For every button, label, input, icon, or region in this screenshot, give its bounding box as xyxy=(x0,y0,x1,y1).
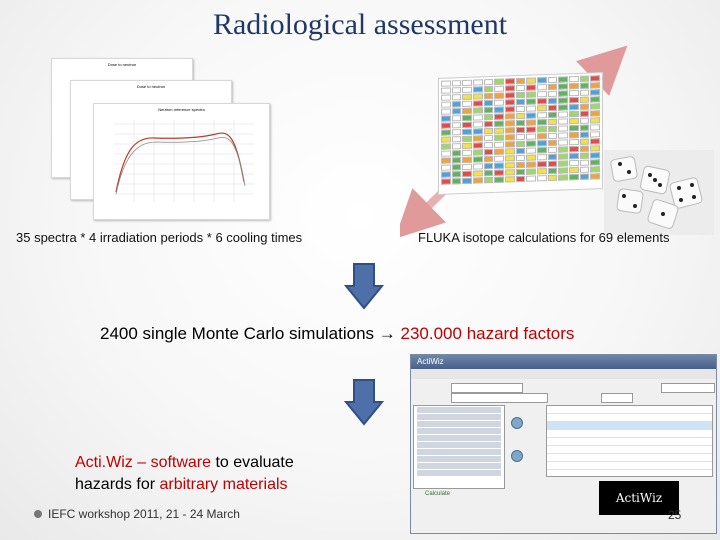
isotope-cell xyxy=(516,148,526,154)
spectrum-curve xyxy=(116,137,245,194)
isotope-cell xyxy=(473,107,483,113)
isotope-cell xyxy=(558,160,568,166)
isotope-cell xyxy=(548,98,558,104)
isotope-cell xyxy=(526,175,536,181)
isotope-cell xyxy=(590,166,600,172)
isotope-cell xyxy=(484,177,494,183)
isotope-cell xyxy=(462,80,472,86)
window-titlebar: ActiWiz xyxy=(411,355,716,369)
isotope-cell xyxy=(537,112,547,118)
isotope-cell xyxy=(473,149,483,155)
isotope-cell xyxy=(484,170,494,176)
isotope-cell xyxy=(473,93,483,99)
material-list xyxy=(546,405,713,477)
isotope-cell xyxy=(462,136,472,142)
chart-sheet-title: Dose to neutron xyxy=(136,84,166,89)
isotope-cell xyxy=(441,150,451,156)
isotope-cell xyxy=(473,79,483,85)
isotope-cell xyxy=(537,147,547,153)
caption-spectra: 35 spectra * 4 irradiation periods * 6 cooling times xyxy=(16,230,303,245)
db-icon xyxy=(511,450,523,462)
monte-carlo-statement xyxy=(100,324,574,344)
isotope-cell xyxy=(452,129,462,135)
isotope-cell xyxy=(505,92,515,98)
window-menu xyxy=(411,369,716,379)
db-icon xyxy=(511,417,523,429)
isotope-cell xyxy=(494,135,504,141)
isotope-cell xyxy=(558,97,568,103)
actiwiz-name: Acti.Wiz – software xyxy=(75,454,212,471)
isotope-cell xyxy=(516,106,526,112)
isotope-cell xyxy=(473,114,483,120)
isotope-cell xyxy=(473,86,483,92)
spectra-chart-stack xyxy=(48,58,278,223)
isotope-cell xyxy=(494,149,504,155)
isotope-cell xyxy=(473,163,483,169)
isotope-cell xyxy=(526,161,536,167)
isotope-cell xyxy=(558,83,568,89)
isotope-cell xyxy=(580,160,590,166)
isotope-cell xyxy=(590,159,600,165)
isotope-cell xyxy=(484,149,494,155)
isotope-cell xyxy=(441,157,451,163)
isotope-cell xyxy=(569,125,579,131)
actiwiz-window xyxy=(410,354,717,534)
isotope-cell xyxy=(580,174,590,180)
element-tree xyxy=(413,405,505,489)
isotope-cell xyxy=(590,82,600,88)
isotope-cell xyxy=(452,115,462,121)
isotope-cell xyxy=(526,119,536,125)
isotope-cell xyxy=(548,84,558,90)
isotope-cell xyxy=(473,135,483,141)
isotope-cell xyxy=(462,129,472,135)
isotope-cell xyxy=(452,94,462,100)
isotope-cell xyxy=(494,170,504,176)
isotope-cell xyxy=(526,105,536,111)
isotope-cell xyxy=(526,133,536,139)
isotope-cell xyxy=(462,94,472,100)
isotope-cell xyxy=(590,152,600,158)
isotope-cell xyxy=(462,108,472,114)
isotope-cell xyxy=(462,164,472,170)
isotope-cell xyxy=(505,169,515,175)
bullet-icon xyxy=(34,510,42,518)
isotope-cell xyxy=(548,161,558,167)
slide-title: Radiological assessment xyxy=(212,8,508,41)
isotope-cell xyxy=(558,167,568,173)
isotope-cell xyxy=(452,143,462,149)
isotope-cell xyxy=(558,90,568,96)
isotope-cell xyxy=(516,169,526,175)
isotope-cell xyxy=(441,178,451,184)
isotope-cell xyxy=(505,78,515,84)
isotope-cell xyxy=(526,154,536,160)
isotope-cell xyxy=(505,127,515,133)
right-arrow-icon: → xyxy=(378,324,396,343)
isotope-cell xyxy=(526,126,536,132)
isotope-cell xyxy=(516,176,526,182)
isotope-cell xyxy=(462,87,472,93)
isotope-cell xyxy=(516,99,526,105)
isotope-cell xyxy=(569,97,579,103)
isotope-cell xyxy=(505,99,515,105)
isotope-cell xyxy=(548,126,558,132)
irradiation-field xyxy=(451,393,548,403)
isotope-cell xyxy=(441,87,451,93)
isotope-cell xyxy=(516,120,526,126)
isotope-cell xyxy=(537,168,547,174)
isotope-cell xyxy=(462,178,472,184)
isotope-cell xyxy=(526,84,536,90)
isotope-cell xyxy=(580,132,590,138)
isotope-cell xyxy=(580,83,590,89)
isotope-cell xyxy=(537,91,547,97)
isotope-cell xyxy=(537,133,547,139)
chart-sheet-title: Neutron reference spectra xyxy=(158,107,205,112)
isotope-cell xyxy=(441,108,451,114)
isotope-cell xyxy=(569,167,579,173)
isotope-cell xyxy=(569,160,579,166)
isotope-cell xyxy=(494,163,504,169)
down-arrow-icon xyxy=(344,378,384,428)
actiwiz-materials: arbitrary materials xyxy=(159,476,288,493)
isotope-cell xyxy=(526,147,536,153)
isotope-cell xyxy=(537,175,547,181)
isotope-cell xyxy=(548,168,558,174)
caption-fluka: FLUKA isotope calculations for 69 elements xyxy=(418,230,670,245)
isotope-cell xyxy=(505,120,515,126)
isotope-cell xyxy=(441,94,451,100)
isotope-cell xyxy=(580,118,590,124)
isotope-cell xyxy=(569,76,579,82)
isotope-cell xyxy=(548,133,558,139)
isotope-cell xyxy=(526,140,536,146)
isotope-cell xyxy=(484,114,494,120)
isotope-cell xyxy=(548,119,558,125)
isotope-cell xyxy=(569,153,579,159)
isotope-cell xyxy=(473,142,483,148)
isotope-cell xyxy=(452,171,462,177)
isotope-cell xyxy=(558,146,568,152)
footer-text: IEFC workshop 2011, 21 - 24 March xyxy=(48,507,240,521)
isotope-cell xyxy=(484,100,494,106)
isotope-cell xyxy=(537,84,547,90)
isotope-cell xyxy=(505,141,515,147)
isotope-cell xyxy=(569,118,579,124)
isotope-cell xyxy=(580,167,590,173)
isotope-cell xyxy=(569,90,579,96)
isotope-cell xyxy=(526,112,536,118)
isotope-cell xyxy=(569,146,579,152)
isotope-cell xyxy=(473,100,483,106)
isotope-cell xyxy=(494,177,504,183)
isotope-cell xyxy=(484,86,494,92)
isotope-cell xyxy=(462,101,472,107)
isotope-cell xyxy=(548,77,558,83)
isotope-cell xyxy=(590,124,600,130)
isotope-cell xyxy=(580,97,590,103)
isotope-cell xyxy=(484,128,494,134)
isotope-cell xyxy=(462,122,472,128)
isotope-cell xyxy=(441,80,451,86)
isotope-cell xyxy=(580,146,590,152)
isotope-cell xyxy=(537,98,547,104)
isotope-cell xyxy=(580,90,590,96)
isotope-cell xyxy=(473,121,483,127)
isotope-cell xyxy=(516,113,526,119)
isotope-cell xyxy=(590,96,600,102)
calculate-button: Calculate xyxy=(425,491,451,497)
actiwiz-logo: ActiWiz xyxy=(599,481,679,515)
chart-sheet-front xyxy=(93,103,270,220)
isotope-cell xyxy=(494,142,504,148)
file-field xyxy=(661,383,715,393)
isotope-cell xyxy=(441,101,451,107)
isotope-cell xyxy=(548,147,558,153)
actiwiz-description xyxy=(75,452,345,496)
isotope-cell xyxy=(569,104,579,110)
isotope-cell xyxy=(590,110,600,116)
isotope-cell xyxy=(590,145,600,151)
isotope-cell xyxy=(494,114,504,120)
isotope-cell xyxy=(537,154,547,160)
isotope-cell xyxy=(526,91,536,97)
isotope-cell xyxy=(452,164,462,170)
isotope-cell xyxy=(590,75,600,81)
isotope-cell xyxy=(558,76,568,82)
isotope-cell xyxy=(516,155,526,161)
isotope-cell xyxy=(441,136,451,142)
isotope-cell xyxy=(558,125,568,131)
isotope-cell xyxy=(494,100,504,106)
isotope-cell xyxy=(548,105,558,111)
isotope-cell xyxy=(441,129,451,135)
isotope-cell xyxy=(484,135,494,141)
isotope-cell xyxy=(462,115,472,121)
location-field xyxy=(451,383,523,393)
isotope-cell xyxy=(516,141,526,147)
isotope-cell xyxy=(580,104,590,110)
isotope-cell xyxy=(505,113,515,119)
isotope-cell xyxy=(548,154,558,160)
isotope-cell xyxy=(526,168,536,174)
isotope-cell xyxy=(452,108,462,114)
isotope-cell xyxy=(505,106,515,112)
isotope-cell xyxy=(558,139,568,145)
isotope-cell xyxy=(516,92,526,98)
isotope-cell xyxy=(558,132,568,138)
isotope-cell xyxy=(526,77,536,83)
isotope-cell xyxy=(505,155,515,161)
isotope-cell xyxy=(494,79,504,85)
isotope-table xyxy=(438,72,603,195)
isotope-cell xyxy=(580,139,590,145)
isotope-cell xyxy=(548,91,558,97)
isotope-cell xyxy=(590,173,600,179)
actiwiz-middle: to evaluate hazards for xyxy=(75,454,294,493)
isotope-cell xyxy=(505,134,515,140)
chart-sheet-title: Dose to neutron xyxy=(107,62,137,67)
isotope-cell xyxy=(484,142,494,148)
dice-icon xyxy=(604,150,714,235)
isotope-cell xyxy=(452,157,462,163)
isotope-cell xyxy=(494,86,504,92)
isotope-cell xyxy=(569,111,579,117)
isotope-cell xyxy=(484,156,494,162)
isotope-cell xyxy=(452,122,462,128)
isotope-cell xyxy=(537,77,547,83)
isotope-cell xyxy=(484,93,494,99)
isotope-cell xyxy=(548,175,558,181)
isotope-cell xyxy=(441,143,451,149)
isotope-cell xyxy=(462,150,472,156)
isotope-cell xyxy=(473,170,483,176)
isotope-cell xyxy=(494,93,504,99)
isotope-cell xyxy=(452,150,462,156)
isotope-cell xyxy=(484,121,494,127)
down-arrow-icon xyxy=(344,262,384,312)
isotope-cell xyxy=(462,171,472,177)
isotope-cell xyxy=(494,121,504,127)
isotope-cell xyxy=(462,143,472,149)
isotope-cell xyxy=(526,98,536,104)
isotope-cell xyxy=(494,128,504,134)
isotope-cell xyxy=(569,139,579,145)
isotope-cell xyxy=(484,107,494,113)
cooling-field xyxy=(601,393,633,403)
isotope-cell xyxy=(537,161,547,167)
isotope-cell xyxy=(484,163,494,169)
isotope-cell xyxy=(590,117,600,123)
isotope-cell xyxy=(558,153,568,159)
isotope-cell xyxy=(590,89,600,95)
isotope-cell xyxy=(462,157,472,163)
isotope-cell xyxy=(580,153,590,159)
isotope-cell xyxy=(537,119,547,125)
isotope-cell xyxy=(558,174,568,180)
isotope-cell xyxy=(548,140,558,146)
isotope-cell xyxy=(569,174,579,180)
isotope-cell xyxy=(537,126,547,132)
isotope-cell xyxy=(505,176,515,182)
isotope-cell xyxy=(441,164,451,170)
isotope-cell xyxy=(473,128,483,134)
isotope-cell xyxy=(505,85,515,91)
footer xyxy=(34,507,240,521)
isotope-cell xyxy=(441,171,451,177)
isotope-cell xyxy=(558,111,568,117)
isotope-cell xyxy=(452,136,462,142)
isotope-cell xyxy=(473,156,483,162)
isotope-cell xyxy=(569,132,579,138)
isotope-cell xyxy=(569,83,579,89)
isotope-cell xyxy=(558,104,568,110)
isotope-cell xyxy=(537,140,547,146)
isotope-cell xyxy=(580,125,590,131)
isotope-cell xyxy=(516,78,526,84)
isotope-cell xyxy=(590,138,600,144)
isotope-cell xyxy=(516,127,526,133)
isotope-cell xyxy=(452,80,462,86)
mc-prefix: 2400 single Monte Carlo simulations xyxy=(100,324,375,343)
isotope-cell xyxy=(473,177,483,183)
isotope-cell xyxy=(441,122,451,128)
isotope-cell xyxy=(452,178,462,184)
isotope-cell xyxy=(590,131,600,137)
isotope-cell xyxy=(537,105,547,111)
isotope-cell xyxy=(516,85,526,91)
spectrum-plot xyxy=(94,112,269,217)
isotope-cell xyxy=(441,115,451,121)
isotope-cell xyxy=(580,111,590,117)
isotope-cell xyxy=(558,118,568,124)
hazard-factors: 230.000 hazard factors xyxy=(400,324,575,343)
isotope-cell xyxy=(484,79,494,85)
isotope-cell xyxy=(516,134,526,140)
isotope-cell xyxy=(452,87,462,93)
isotope-cell xyxy=(516,162,526,168)
isotope-cell xyxy=(494,156,504,162)
isotope-cell xyxy=(505,148,515,154)
isotope-cell xyxy=(505,162,515,168)
isotope-cell xyxy=(494,107,504,113)
isotope-cell xyxy=(548,112,558,118)
isotope-cell xyxy=(452,101,462,107)
page-number: 25 xyxy=(668,508,682,522)
isotope-cell xyxy=(590,103,600,109)
isotope-cell xyxy=(580,76,590,82)
